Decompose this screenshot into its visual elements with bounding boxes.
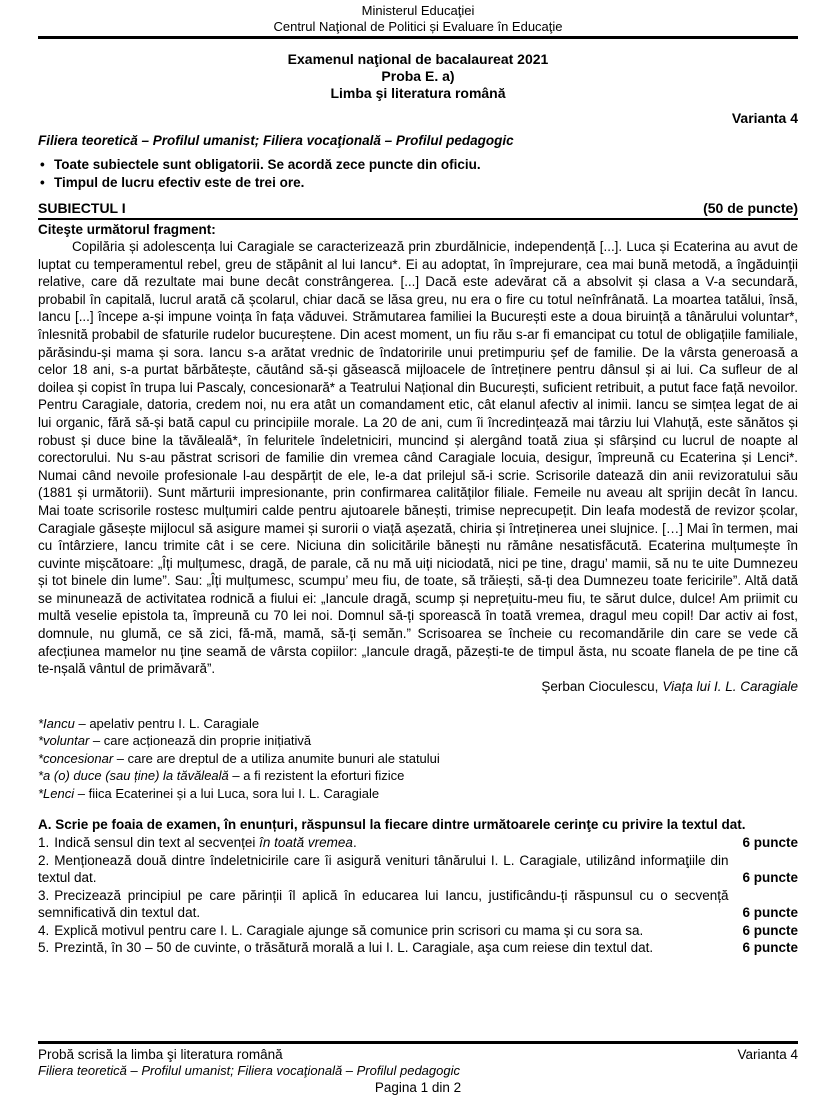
exam-title-line1: Examenul naţional de bacalaureat 2021: [287, 51, 549, 67]
footnote-item: [38, 767, 798, 785]
footnote-def: – fiica Ecaterinei și a lui Luca, sora lui I. L. Caragiale: [74, 785, 380, 801]
question-number: 2.: [38, 852, 50, 868]
question-text: [38, 922, 728, 940]
question-text-part: .: [352, 835, 357, 851]
exam-rules-list: [38, 156, 798, 192]
exam-title-line2: Proba E. a): [381, 68, 455, 84]
question-points: 6 puncte: [742, 905, 798, 921]
header-divider: [38, 36, 798, 39]
footnote-def: – care acționează din proprie inițiativă: [89, 733, 312, 749]
ministry-line: Ministerul Educaţiei: [361, 3, 475, 18]
footer-variant-label: Varianta 4: [737, 1046, 798, 1062]
question-text-part: Explică motivul pentru care I. L. Caragiale ajunge să comunice prin scrisori cu mama și cu sora sa.: [54, 922, 644, 938]
question-row: [38, 887, 798, 922]
footnote-def: – care are dreptul de a utiliza anumite bunuri ale statului: [113, 750, 440, 766]
question-points: 6 puncte: [742, 922, 798, 938]
question-number: 5.: [38, 940, 50, 956]
question-points: 6 puncte: [742, 870, 798, 886]
footer-row: [38, 1047, 798, 1064]
fragment-intro: Citeşte următorul fragment:: [38, 222, 216, 237]
attribution-work: Viața lui I. L. Caragiale: [662, 678, 798, 694]
fragment-text: Copilăria și adolescența lui Caragiale se caracterizează prin zburdălnicie, independență [...]. Luca și Ecaterina au avut de luptat cu temperamentul rebel, greu de stăpânit al lui Iancu*. Ei au adoptat, în împrejurare, cea mai bună metodă, a îngăduinții relative, care dă rezultate mai bune decât constrângerea. [...] Dacă este adevărat că a absolvit și clasa a V-a secundară, probabil în capitală, lucrul arată că școlarul, chiar dacă se lăsa greu, nu era o fire cu totul neînfrânată. La moartea tatălui, însă, Iancu [...] începe a-și impune voința în fața văduvei. Strămutarea familiei la București este a doua biruință a tânărului voluntar*, înlesnită probabil de sfaturile rudelor bucureștene. Din acest moment, un fiu rău s-ar fi emancipat cu totul de obligațiile familiale, părăsindu-și mama și sora. Iancu s-a arătat vrednic de îndatoririle unui pretimpuriu șef de familie. De la vârsta generoasă a celor 18 ani, s-a purtat bărbătește, căutând să-și găsească mijloacele de întreținere pentru dânsul și ai lui. Ca sufleur de al doilea și copist în trupa lui Pascaly, concesionară* a Teatrului Național din București, suficient retribuit, a putut face față nevoilor. Pentru Caragiale, datoria, credem noi, nu era atât un comandament etic, cât elanul afectiv al inimii. Iancu se simțea legat de ai lui organic, fără să-și bată capul cu principiile morale. La 20 de ani, cum îi încredințează mai târziu lui Vlahuță, este sănătos și robust și duce bine la tăvăleală*, în feluritele îndeletniciri, muncind și alergând toată ziua și sfârșind cu lucrul de noapte al corectorului. Nu s-au păstrat scrisori de familie din vremea când Caragiale locuia, desigur, împreună cu Ecaterina și Lenci*. Numai când nevoile profesionale l-au despărțit de ele, le-a dat prilejul să-i scrie. Scrisorile datează din anii revizoratului său (1881 și următorii). Sunt mărturii impresionante, prin confirmarea calităților filiale. Femeile nu aveau alt sprijin decât în Iancu. Mai toate scrisorile rostesc mulțumiri calde pentru ajutoarele bănești, trimise neprecupețit. Din leafa modestă de revizor școlar, Caragiale găsește mijlocul să asigure mamei și surorii o viață așezată, chiria și întreținerea unei slujnice. […] Mai în termen, mai cu întârziere, Iancu trimite cât i se cere. Niciuna din solicitările bănești nu rămâne nesatisfăcută. Ecaterina mulțumește în cuvinte mișcătoare: „Îți mulțumesc, dragă, de parale, că nu mă uiți niciodată, nici pe tine, dragu’ mamii, să nu te uite Dumnezeu și tot binele din lume”. Sau: „Îți mulțumesc, scumpu’ meu fiu, de toate, să trăiești, să-ți dea Dumnezeu toate fericirile”. Altă dată se minunează de activitatea rodnică a fiului ei: „Iancule dragă, scump și neprețuitu-meu fiu, te sărut dulce, dulce! Am priimit cu multă veselie epistola ta, împreună cu 70 lei noi. Domnul să-ți sporească în toată vremea, dragul meu copil! Dar activ ai fost, domnule, nu glumă, ce să zici, fă-mă, mamă, să-ți semăn.” Scrisoarea se încheie cu recomandările din care se vede că afecțiunea mamelor nu ține seamă de vârsta copiilor: „Iancule dragă, păzești-te de timpul ăsta, nu scoate flanela de pe tine că te-nșală vântul de primăvară”.: [38, 239, 798, 677]
question-points: 6 puncte: [742, 940, 798, 956]
question-text: [38, 887, 728, 922]
document-header: [38, 3, 798, 35]
filiera-line: Filiera teoretică – Profilul umanist; Filiera vocaţională – Profilul pedagogic: [38, 133, 514, 148]
attribution: [38, 678, 798, 696]
question-row: [38, 852, 798, 887]
page-footer: [38, 1041, 798, 1097]
footnote-term: *concesionar: [38, 750, 114, 766]
question-text-part: Prezintă, în 30 – 50 de cuvinte, o trăsătură morală a lui I. L. Caragiale, aşa cum reiese din textul dat.: [54, 940, 654, 956]
footnote-item: [38, 785, 798, 803]
exam-rule-item: • Toate subiectele sunt obligatorii. Se acordă zece puncte din oficiu.: [38, 156, 798, 174]
footer-exam-label: Probă scrisă la limba şi literatura română: [38, 1046, 283, 1062]
footnote-item: [38, 732, 798, 750]
footer-page-number: Pagina 1 din 2: [374, 1079, 462, 1095]
footnote-term: *a (o) duce (sau ține) la tăvăleală: [38, 768, 229, 784]
footer-filiera-line: Filiera teoretică – Profilul umanist; Filiera vocaţională – Profilul pedagogic: [38, 1063, 460, 1078]
footnote-item: [38, 715, 798, 733]
attribution-author: Șerban Cioculescu,: [541, 678, 659, 694]
question-row: [38, 939, 798, 957]
question-text-part: Indică sensul din text al secvenței: [54, 835, 260, 851]
footnote-item: [38, 750, 798, 768]
question-text-part: Precizează principiul pe care părinții îl aplică în educarea lui Iancu, justificându-ți răspunsul cu o secvență semnificativă din textul dat.: [38, 887, 729, 921]
footer-divider: [38, 1041, 798, 1044]
question-text: [38, 852, 728, 887]
exam-title-line3: Limba şi literatura română: [330, 85, 506, 101]
question-text-italic: în toată vremea: [259, 835, 353, 851]
question-text: [38, 939, 728, 957]
variant-label: Varianta 4: [731, 110, 798, 126]
subject1-label: SUBIECTUL I: [38, 200, 126, 216]
question-points: 6 puncte: [742, 835, 798, 851]
footnote-def: – apelativ pentru I. L. Caragiale: [74, 715, 260, 731]
question-text-part: Menționează două dintre îndeletnicirile care îi asigură venituri tânărului I. L. Caragiale, utilizând informaţiile din textul dat.: [38, 852, 729, 886]
exam-title-block: [38, 51, 798, 102]
question-row: [38, 922, 798, 940]
exam-rule-item: • Timpul de lucru efectiv este de trei ore.: [38, 174, 798, 192]
question-row: [38, 834, 798, 852]
question-text: [38, 834, 728, 852]
subject1-header-row: [38, 199, 798, 220]
footnote-term: *voluntar: [38, 733, 90, 749]
institution-line: Centrul Naţional de Politici și Evaluare în Educaţie: [273, 19, 563, 34]
question-number: 3.: [38, 887, 50, 903]
footnote-term: *Lenci: [38, 785, 75, 801]
question-list: [38, 834, 798, 957]
footnote-def: – a fi rezistent la eforturi fizice: [228, 768, 405, 784]
subject1-points: (50 de puncte): [703, 200, 798, 216]
question-number: 1.: [38, 835, 50, 851]
question-number: 4.: [38, 922, 50, 938]
footnote-term: *Iancu: [38, 715, 75, 731]
footnote-list: [38, 715, 798, 803]
section-a-heading: A. Scrie pe foaia de examen, în enunțuri, răspunsul la fiecare dintre următoarele cerinţe cu privire la textul dat.: [38, 817, 746, 833]
